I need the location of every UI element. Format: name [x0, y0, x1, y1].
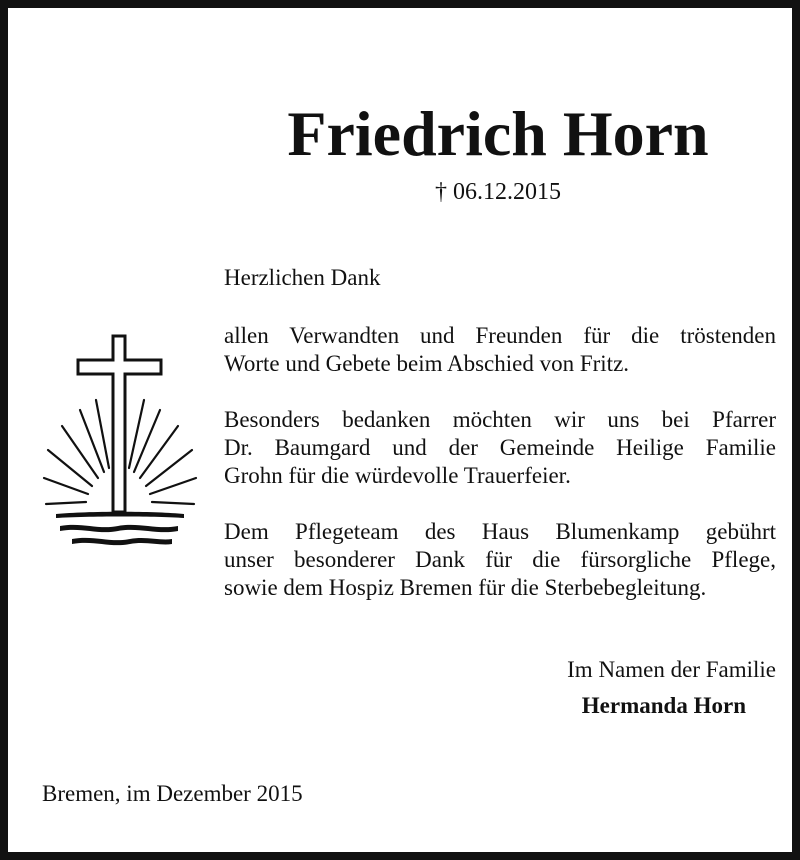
- paragraph-thanks-care-team: [224, 518, 776, 602]
- deceased-name: Friedrich Horn: [287, 98, 709, 169]
- greeting-text: Herzlichen Dank: [224, 265, 381, 290]
- water-waves: [56, 512, 184, 545]
- paragraph-thanks-pastor: [224, 406, 776, 490]
- paragraph-line: Dr. Baumgard und der Gemeinde Heilige Familie: [224, 435, 776, 460]
- signature-intro: Im Namen der Familie: [567, 657, 776, 682]
- paragraph-line: Besonders bedanken möchten wir uns bei Pfarrer: [224, 407, 776, 432]
- signature-name: Hermanda Horn: [581, 693, 746, 718]
- paragraph-line: unser besonderer Dank für die fürsorgliche Pflege,: [224, 547, 776, 572]
- paragraph-line: sowie dem Hospiz Bremen für die Sterbebegleitung.: [224, 575, 707, 600]
- paragraph-line: allen Verwandten und Freunden für die tröstenden: [224, 323, 776, 348]
- paragraph-thanks-relatives: [224, 322, 776, 378]
- cross-with-rays-and-waves-icon: [38, 330, 202, 552]
- greeting: [224, 264, 776, 292]
- paragraph-line: Worte und Gebete beim Abschied von Fritz.: [224, 351, 630, 376]
- paragraph-line: Grohn für die würdevolle Trauerfeier.: [224, 463, 571, 488]
- death-date: † 06.12.2015: [435, 179, 561, 205]
- paragraph-line: Dem Pflegeteam des Haus Blumenkamp gebührt: [224, 519, 776, 544]
- place-and-date: Bremen, im Dezember 2015: [42, 781, 303, 806]
